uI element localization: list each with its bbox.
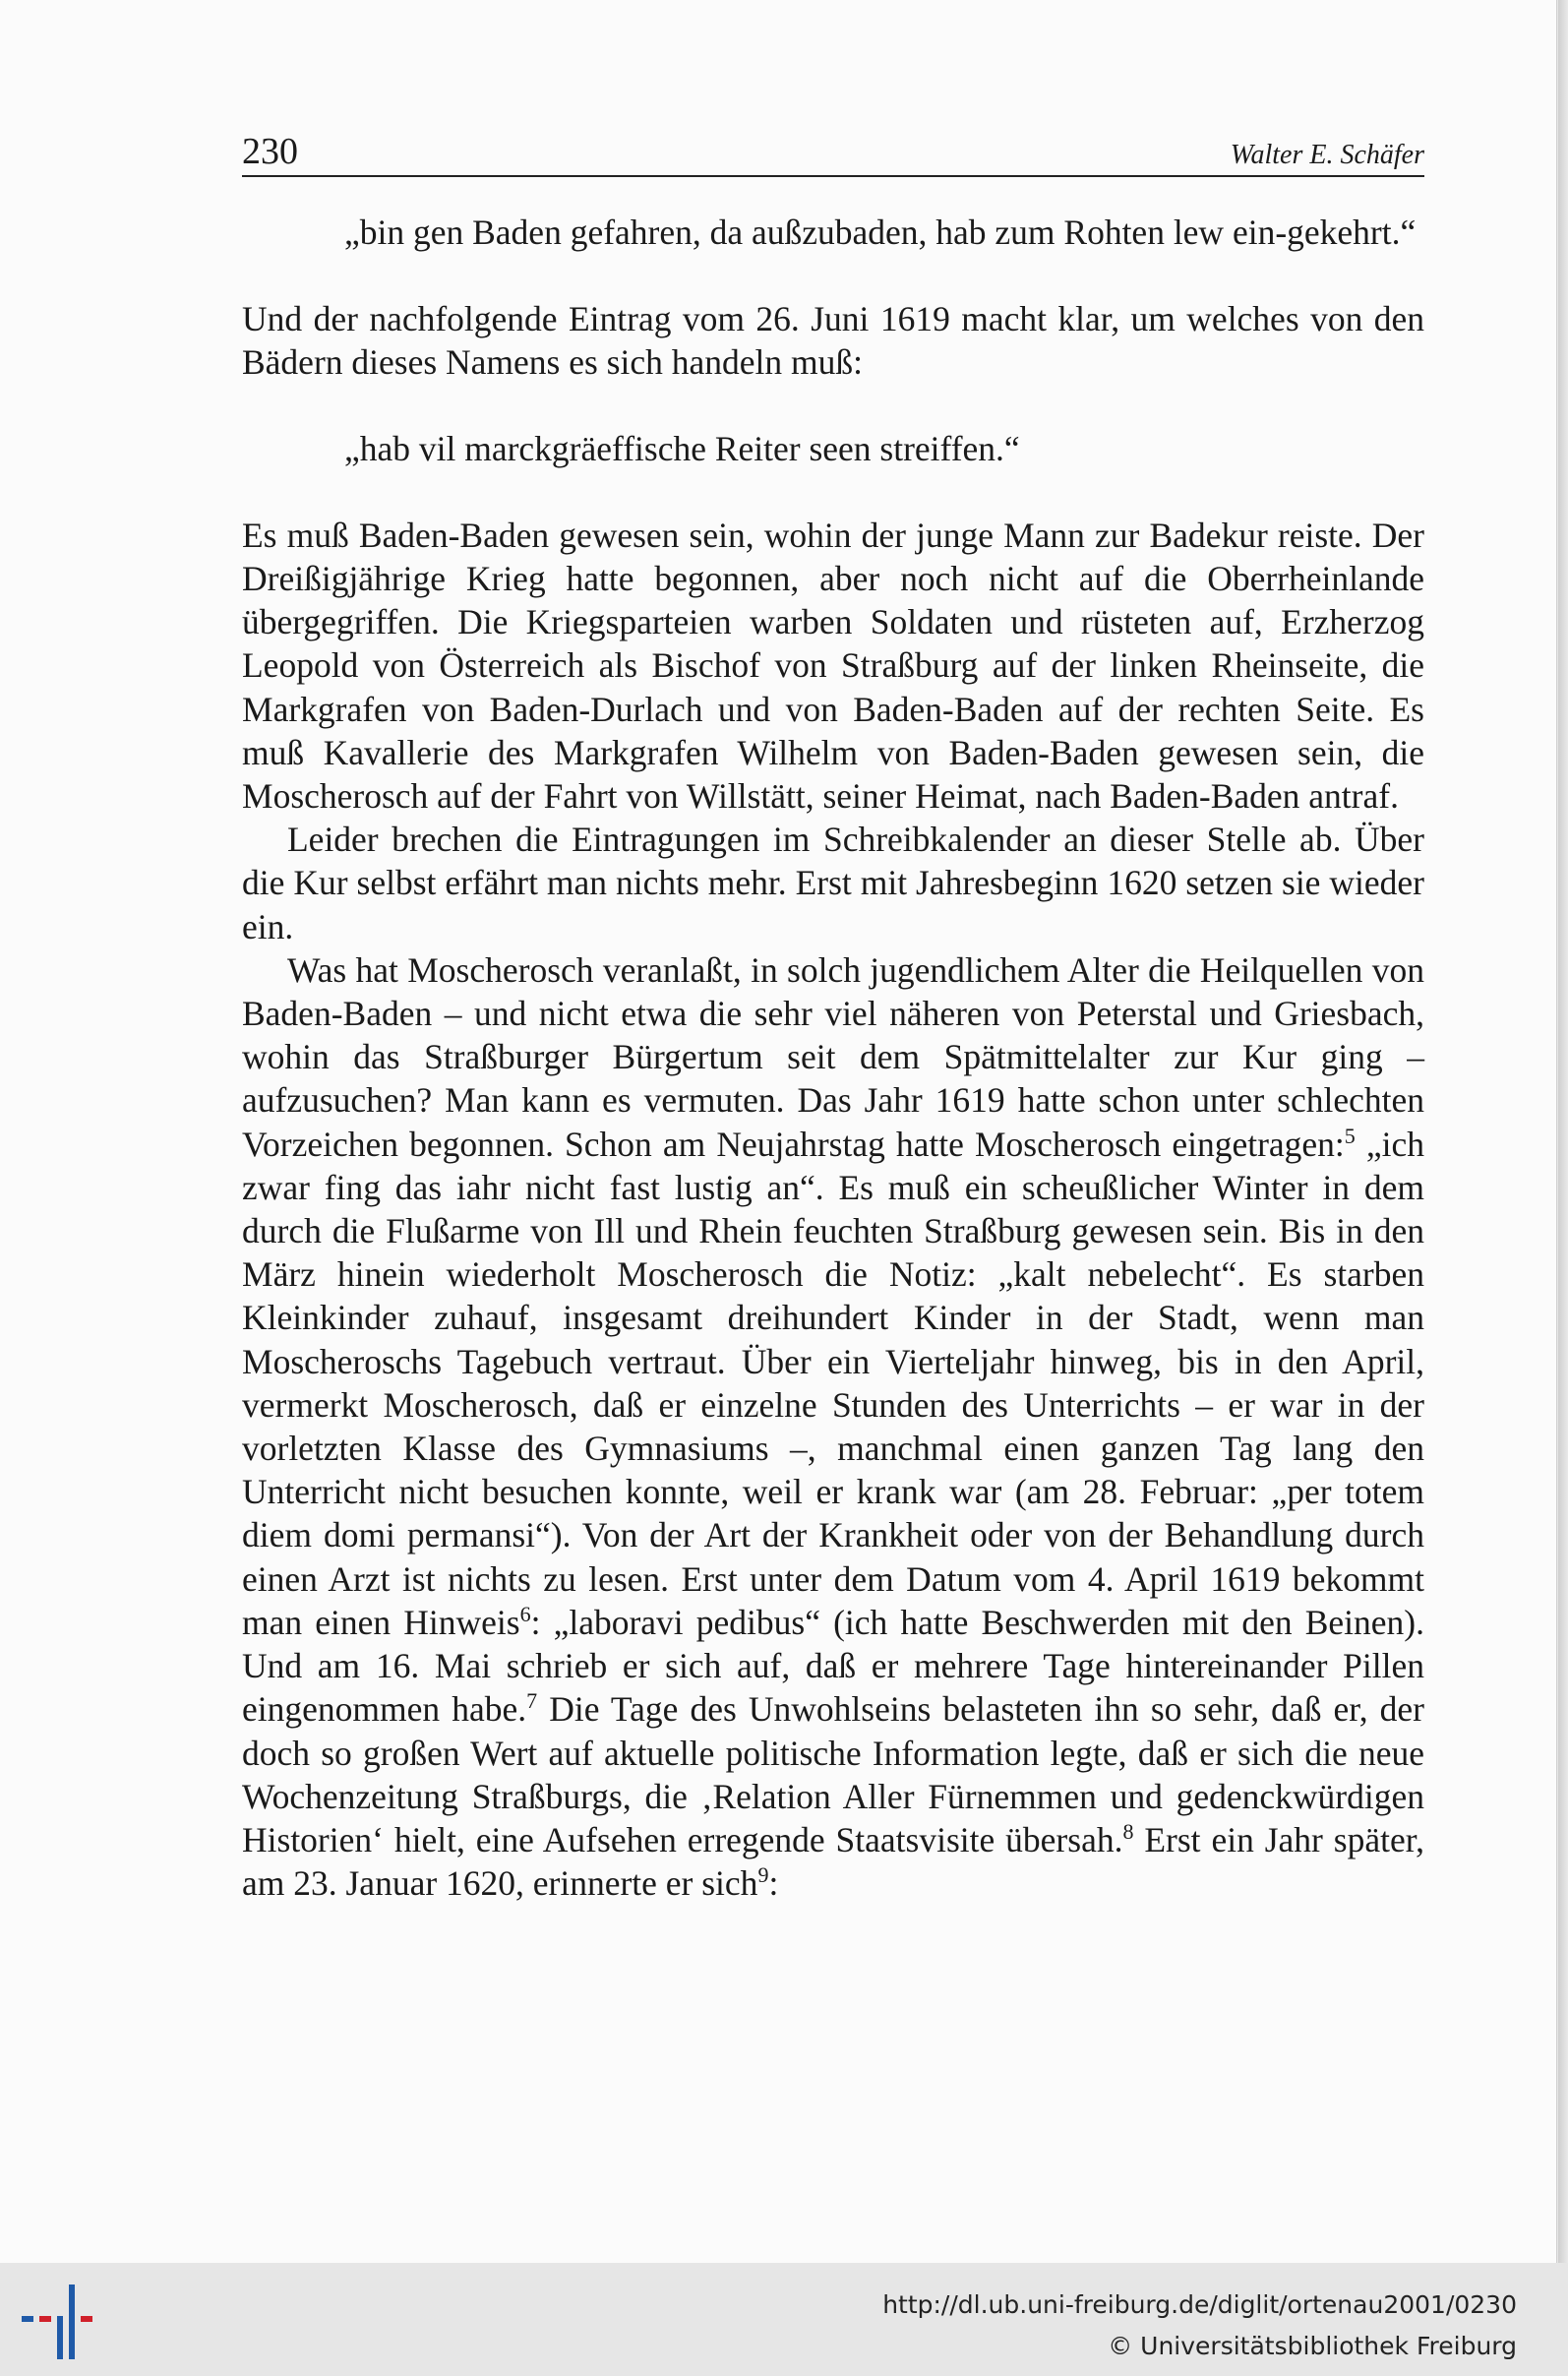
paragraph-4-text-2: „ich zwar fing das iahr nicht fast lustig an“. Es muß ein scheußlicher Winter in dem durch die Flußarme von Ill und Rhein feuchten Straßburg gewesen sein. Bis in den März hinein wiederholt Moscherosch die Notiz: „kalt nebelecht“. Es starben Kleinkinder zuhauf, insgesamt dreihundert Kinder in der Stadt, wenn man Moscheroschs Tagebuch vertraut. Über ein Vierteljahr hinweg, bis in den April, vermerkt Moscherosch, daß er einzelne Stunden des Unterrichts – er war in der vorletzten Klasse des Gymnasiums –, manchmal einen ganzen Tag lang den Unterricht nicht besuchen konnte, weil er krank war (am 28. Februar: „per totem diem domi permansi“). Von der Art der Krankheit oder von der Behandlung durch einen Arzt ist nichts zu lesen. Erst unter dem Datum vom 4. April 1619 bekommt man einen Hinweis — [242, 1124, 1424, 1642]
footnote-ref-5[interactable]: 5 — [1344, 1123, 1356, 1148]
paragraph-4 — [242, 948, 1424, 1905]
body-text — [242, 211, 1424, 1905]
paragraph-4-text-6: : — [768, 1863, 779, 1904]
paragraph-4-text-1: Was hat Moscherosch veranlaßt, in solch jugendlichem Alter die Heilquellen von Baden-Baden – und nicht etwa die sehr viel näheren von Peterstal und Griesbach, wohin das Straßburger Bürgertum seit dem Spätmittelalter zur Kur ging – aufzusuchen? Man kann es vermuten. Das Jahr 1619 hatte schon unter schlechten Vorzeichen begonnen. Schon am Neujahrstag hatte Moscherosch eingetragen: — [242, 949, 1424, 1164]
footnote-ref-9[interactable]: 9 — [757, 1862, 769, 1888]
footnote-ref-8[interactable]: 8 — [1122, 1819, 1134, 1845]
page-edge — [1558, 0, 1568, 2263]
running-head: Walter E. Schäfer — [1230, 140, 1424, 170]
block-quote-1: „bin gen Baden gefahren, da außzubaden, hab zum Rohten lew ein-gekehrt.“ — [344, 213, 1417, 252]
ub-freiburg-logo-icon — [22, 2283, 100, 2361]
paragraph-2: Es muß Baden-Baden gewesen sein, wohin der junge Mann zur Badekur reiste. Der Dreißigjährige Krieg hatte begonnen, aber noch nicht auf die Oberrheinlande übergegriffen. Die Kriegsparteien warben Soldaten und rüsteten auf, Erzherzog Leopold von Österreich als Bischof von Straßburg auf der linken Rheinseite, die Markgrafen von Baden-Durlach und von Baden-Baden auf der rechten Seite. Es muß Kavallerie des Markgrafen Wilhelm von Baden-Baden gewesen sein, die Moscherosch auf der Fahrt von Willstätt, seiner Heimat, nach Baden-Baden antraf. — [242, 515, 1424, 817]
permalink-url[interactable]: http://dl.ub.uni-freiburg.de/diglit/ortenau2001/0230 — [882, 2290, 1517, 2319]
paragraph-4-text-4: Die Tage des Unwohlseins belasteten ihn so sehr, daß er, der doch so großen Wert auf aktuelle politische Information legte, daß er sich die neue Wochenzeitung Straßburgs, die ‚Relation Aller Fürnemmen und gedenckwürdigen Historien‘ hielt, eine Aufsehen erregende Staatsvisite übersah. — [242, 1689, 1424, 1859]
paragraph-4-text-5: Erst ein Jahr später, am 23. Januar 1620, erinnerte er sich — [242, 1819, 1424, 1904]
footnote-ref-7[interactable]: 7 — [526, 1688, 538, 1714]
paragraph-4-text-3: : „laboravi pedibus“ (ich hatte Beschwerden mit den Beinen). Und am 16. Mai schrieb er sich auf, daß er mehrere Tage hintereinander Pillen eingenommen habe. — [242, 1602, 1424, 1730]
page-header — [242, 130, 1424, 177]
footnote-ref-6[interactable]: 6 — [519, 1602, 531, 1627]
page-number: 230 — [242, 131, 298, 172]
copyright-notice: © Universitätsbibliothek Freiburg — [1108, 2332, 1517, 2360]
paragraph-3: Leider brechen die Eintragungen im Schreibkalender an dieser Stelle ab. Über die Kur selbst erfährt man nichts mehr. Erst mit Jahresbeginn 1620 setzen sie wieder ein. — [242, 820, 1424, 946]
viewer-footer — [0, 2263, 1568, 2376]
block-quote-2: „hab vil marckgräeffische Reiter seen streiffen.“ — [344, 428, 1020, 468]
paragraph-1: Und der nachfolgende Eintrag vom 26. Juni 1619 macht klar, um welches von den Bädern dieses Namens es sich handeln muß: — [242, 299, 1424, 383]
